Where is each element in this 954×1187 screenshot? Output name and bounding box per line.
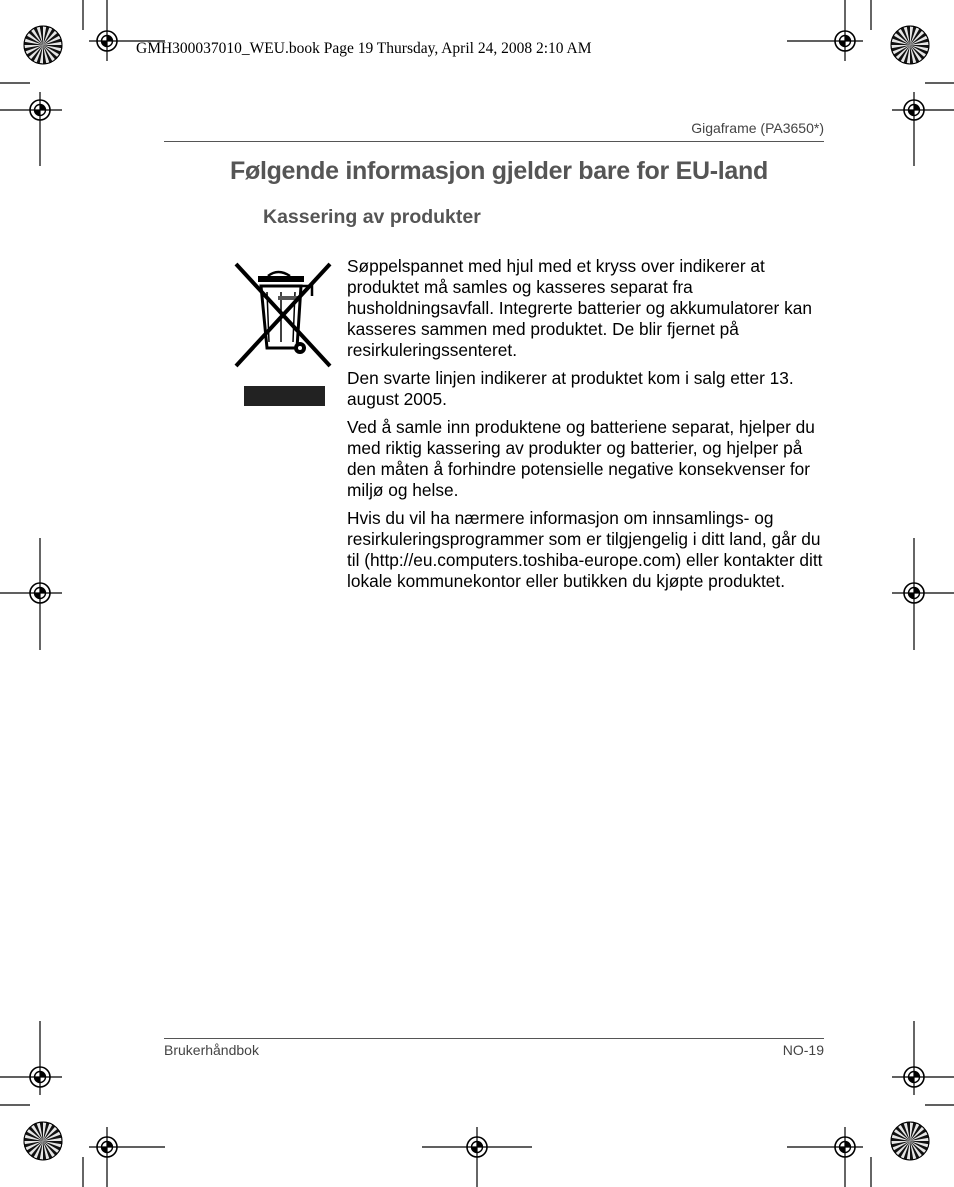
crossed-out-wheeled-bin-icon	[232, 262, 336, 408]
paragraph: Søppelspannet med hjul med et kryss over indikerer at produktet må samles og kasseres separat fra husholdningsavfall. Integrerte batterier og akkumulatorer kan kasseres sammen med produktet. De blir fjernet på resirkuleringssenteret.	[347, 256, 812, 360]
registration-mark-icon	[89, 1127, 165, 1187]
paragraph: Ved å samle inn produktene og batteriene separat, hjelper du med riktig kassering av produkter og batterier, og hjelper på den måten å forhindre potensielle negative konsekvenser for miljø og helse.	[347, 417, 815, 500]
registration-mark-icon	[0, 538, 62, 650]
section-title: Følgende informasjon gjelder bare for EU-land	[230, 157, 768, 185]
color-bar-starburst-icon	[24, 26, 62, 64]
color-bar-starburst-icon	[24, 1122, 62, 1160]
registration-mark-icon	[422, 1127, 532, 1187]
registration-mark-icon	[892, 92, 954, 166]
registration-mark-icon	[787, 0, 863, 61]
paragraph: Den svarte linjen indikerer at produktet kom i salg etter 13. august 2005.	[347, 368, 794, 409]
page-number: NO-19	[782, 1042, 824, 1058]
footer-rule	[164, 1038, 824, 1039]
registration-mark-icon	[0, 92, 62, 166]
registration-mark-icon	[892, 538, 954, 650]
section-subtitle: Kassering av produkter	[263, 206, 481, 228]
color-bar-starburst-icon	[891, 26, 929, 64]
body-text	[347, 256, 827, 599]
registration-mark-icon	[787, 1127, 863, 1187]
footer-manual-title: Brukerhåndbok	[164, 1042, 259, 1058]
registration-mark-icon	[0, 1021, 62, 1095]
running-header: Gigaframe (PA3650*)	[691, 120, 824, 136]
print-slug: GMH300037010_WEU.book Page 19 Thursday, April 24, 2008 2:10 AM	[136, 40, 592, 57]
registration-mark-icon	[892, 1021, 954, 1095]
paragraph: Hvis du vil ha nærmere informasjon om innsamlings- og resirkuleringsprogrammer som er tilgjengelig i ditt land, går du til (http://eu.computers.toshiba-europe.com) eller kontakter ditt lokale kommunekontor eller butikken du kjøpte produktet.	[347, 508, 823, 591]
color-bar-starburst-icon	[891, 1122, 929, 1160]
header-rule	[164, 141, 824, 142]
